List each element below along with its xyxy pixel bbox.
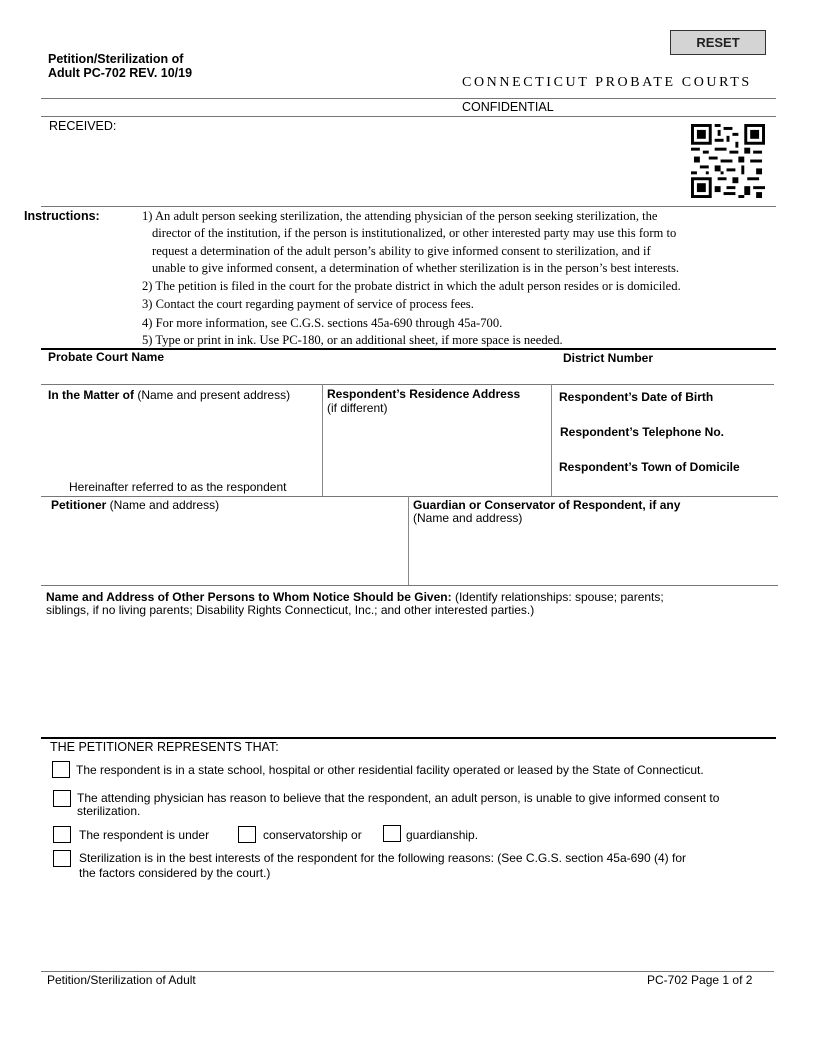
- divider: [322, 384, 323, 496]
- physician-text-line1: The attending physician has reason to believe that the respondent, an adult person, is unable to give informed consent to: [77, 791, 720, 805]
- telephone-label: Respondent’s Telephone No.: [560, 425, 725, 439]
- petitioner-bold: Petitioner: [51, 498, 107, 512]
- rule: [41, 585, 778, 586]
- form-title: [48, 52, 192, 80]
- district-number-label: District Number: [563, 351, 654, 365]
- received-label: RECEIVED:: [49, 119, 117, 133]
- notice-label-line2: siblings, if no living parents; Disability Rights Connecticut, Inc.; and other interested parties.): [46, 603, 535, 617]
- facility-checkbox[interactable]: [52, 761, 70, 778]
- in-matter-of-field[interactable]: [44, 404, 320, 478]
- instructions-top-rule: [41, 206, 776, 207]
- petitioner-rest: (Name and address): [106, 498, 220, 512]
- instruction-line: 2) The petition is filed in the court for the probate district in which the adult person resides or is domiciled.: [142, 279, 681, 293]
- footer-rule: [41, 971, 774, 972]
- court-name: CONNECTICUT PROBATE COURTS: [462, 75, 752, 90]
- notice-bold: Name and Address of Other Persons to Whom Notice Should be Given:: [46, 590, 452, 604]
- rule: [41, 496, 778, 497]
- instruction-line: unable to give informed consent, a determination of whether sterilization is in the person’s best interests.: [152, 261, 680, 275]
- best-interests-checkbox[interactable]: [53, 850, 71, 867]
- town-of-domicile-field[interactable]: [556, 475, 772, 493]
- date-of-birth-label: Respondent’s Date of Birth: [559, 390, 714, 404]
- guardian-name-address: (Name and address): [413, 511, 523, 525]
- best-interests-text-line2: the factors considered by the court.): [79, 866, 271, 880]
- instruction-line: 1) An adult person seeking sterilization, the attending physician of the person seeking sterilization, the: [142, 209, 658, 223]
- notice-rest-1: (Identify relationships: spouse; parents;: [451, 590, 664, 604]
- guardian-label: Guardian or Conservator of Respondent, if any: [413, 498, 681, 512]
- footer-form-name: Petition/Sterilization of Adult: [47, 973, 196, 987]
- facility-text: The respondent is in a state school, hospital or other residential facility operated or leased by the State of Connecticut.: [76, 763, 704, 777]
- respondent-under-text: The respondent is under: [79, 828, 210, 842]
- instruction-line: request a determination of the adult person’s ability to give informed consent to sterilization, and if: [152, 244, 651, 258]
- physician-text-line2: sterilization.: [77, 804, 141, 818]
- residence-if-different: (if different): [327, 401, 388, 415]
- residence-address-label: Respondent’s Residence Address: [327, 387, 521, 401]
- hereinafter-label: Hereinafter referred to as the respondent: [69, 480, 287, 494]
- represents-heading: THE PETITIONER REPRESENTS THAT:: [50, 740, 279, 754]
- probate-court-name-field[interactable]: [44, 365, 554, 383]
- guardian-field[interactable]: [412, 527, 774, 582]
- rule: [41, 384, 774, 385]
- petitioner-label: [51, 498, 219, 512]
- physician-checkbox[interactable]: [53, 790, 71, 807]
- footer-page-number: PC-702 Page 1 of 2: [647, 973, 753, 987]
- in-matter-of-bold: In the Matter of: [48, 388, 134, 402]
- form-title-line1: Petition/Sterilization of: [48, 52, 184, 66]
- in-matter-of-rest: (Name and present address): [134, 388, 291, 402]
- divider: [551, 384, 552, 496]
- town-of-domicile-label: Respondent’s Town of Domicile: [559, 460, 740, 474]
- date-of-birth-field[interactable]: [556, 405, 772, 421]
- district-number-field[interactable]: [560, 366, 772, 383]
- respondent-under-checkbox[interactable]: [53, 826, 71, 843]
- telephone-field[interactable]: [556, 440, 772, 456]
- probate-court-name-label: Probate Court Name: [48, 350, 165, 364]
- instruction-line: 3) Contact the court regarding payment of service of process fees.: [142, 297, 474, 311]
- instruction-line: 4) For more information, see C.G.S. sections 45a-690 through 45a-700.: [142, 316, 503, 330]
- best-interests-text-line1: Sterilization is in the best interests of the respondent for the following reasons: (See C.G.S. section 45a-690 (4) for: [79, 851, 686, 865]
- header-rule-bottom: [41, 116, 776, 117]
- header-rule-top: [41, 98, 776, 99]
- residence-address-field[interactable]: [326, 416, 548, 492]
- confidential-label: CONFIDENTIAL: [462, 100, 554, 114]
- form-title-line2: Adult PC-702 REV. 10/19: [48, 66, 193, 80]
- instructions-label: Instructions:: [24, 209, 100, 223]
- best-interests-reasons-field[interactable]: [76, 884, 774, 964]
- qr-code: [690, 124, 766, 198]
- in-matter-of-label: [48, 388, 290, 402]
- conservatorship-text: conservatorship or: [263, 828, 362, 842]
- guardianship-checkbox[interactable]: [383, 825, 401, 842]
- instruction-line: 5) Type or print in ink. Use PC-180, or an additional sheet, if more space is needed.: [142, 333, 563, 347]
- conservatorship-checkbox[interactable]: [238, 826, 256, 843]
- reset-button[interactable]: RESET: [670, 30, 766, 55]
- petitioner-field[interactable]: [46, 514, 404, 582]
- notice-label: [46, 590, 664, 604]
- instruction-line: director of the institution, if the person is institutionalized, or other interested party may use this form to: [152, 226, 677, 240]
- divider: [408, 496, 409, 585]
- section-rule: [41, 737, 776, 739]
- notice-persons-field[interactable]: [44, 620, 774, 734]
- guardianship-text: guardianship.: [406, 828, 479, 842]
